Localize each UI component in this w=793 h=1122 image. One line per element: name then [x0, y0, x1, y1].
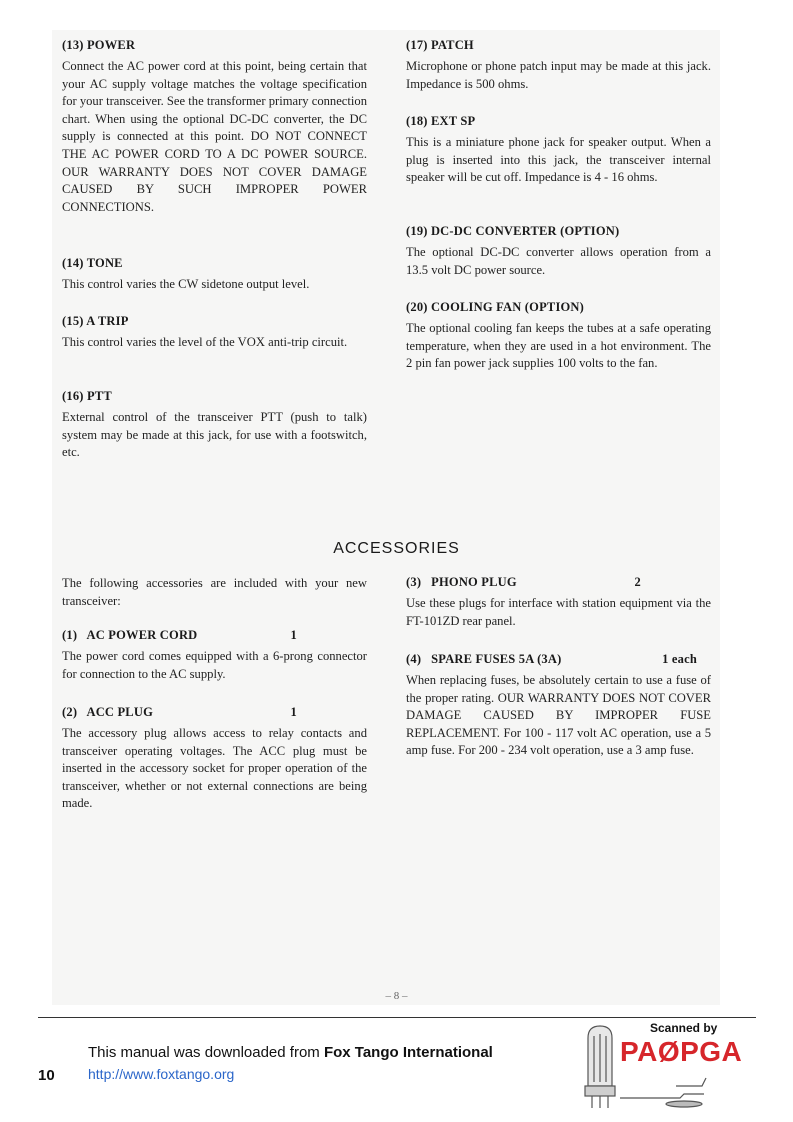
section-heading: (15) A TRIP [62, 314, 129, 328]
accessory-ac-power-cord [62, 628, 367, 683]
section-heading: (13) POWER [62, 38, 136, 52]
download-notice [88, 1044, 493, 1061]
section-14-tone [62, 256, 367, 294]
accessory-body: The accessory plug allows access to relay contacts and transceiver operating voltages. The ACC plug must be inserted in the accessory socket for proper operation of the transceiver, whether or not external connections are being made. [62, 726, 367, 811]
section-body: This is a miniature phone jack for speaker output. When a plug is inserted into this jack, the transceiver internal speaker will be cut off. Impedance is 4 - 16 ohms. [406, 135, 711, 185]
section-body: Microphone or phone patch input may be made at this jack. Impedance is 500 ohms. [406, 59, 711, 91]
accessory-name: (1) AC POWER CORD [62, 628, 198, 642]
section-body: Connect the AC power cord at this point, being certain that your AC supply voltage matches the voltage specification for your transceiver. See the transformer primary connection chart. When using the optional DC-DC converter, the DC supply is connected at this point. DO NOT CONNECT THE AC POWER CORD TO A DC POWER SOURCE. OUR WARRANTY DOES NOT COVER DAMAGE CAUSED BY SUCH IMPROPER POWER CONNECTIONS. [62, 59, 367, 214]
accessory-heading [62, 628, 367, 643]
section-heading: (16) PTT [62, 389, 112, 403]
accessory-body: The power cord comes equipped with a 6-prong connector for connection to the AC supply. [62, 649, 367, 681]
download-notice-brand: Fox Tango International [323, 1044, 493, 1061]
section-16-ptt [62, 389, 367, 462]
intro-text: The following accessories are included with your new transceiver: [62, 576, 367, 608]
accessory-qty: 2 [634, 575, 641, 589]
scanned-by-label: Scanned by [650, 1021, 718, 1035]
section-body: The optional cooling fan keeps the tubes at a safe operating temperature, when they are used in a hot environment. The 2 pin fan power jack supplies 100 volts to the fan. [406, 321, 711, 371]
accessory-body: Use these plugs for interface with station equipment via the FT-101ZD rear panel. [406, 596, 711, 628]
accessories-title: ACCESSORIES [333, 540, 460, 557]
section-body: The optional DC-DC converter allows operation from a 13.5 volt DC power source. [406, 245, 711, 277]
accessory-body: When replacing fuses, be absolutely certain to use a fuse of the proper rating. OUR WARRANTY DOES NOT COVER DAMAGE CAUSED BY IMPROPER FUSE REPLACEMENT. For 100 - 117 volt AC operation, use a 5 amp fuse. For 200 - 234 volt operation, use a 3 amp fuse. [406, 673, 711, 758]
section-20-cooling-fan [406, 300, 711, 373]
accessory-qty: 1 [290, 705, 297, 719]
accessory-heading [62, 705, 367, 720]
page-number: – 8 – [385, 990, 408, 1002]
section-heading: (19) DC-DC CONVERTER (OPTION) [406, 224, 620, 238]
section-heading: (18) EXT SP [406, 114, 476, 128]
section-19-dc-dc-converter [406, 224, 711, 279]
pdf-page-number: 10 [38, 1067, 55, 1084]
section-body: This control varies the CW sidetone output level. [62, 277, 310, 291]
section-heading: (14) TONE [62, 256, 123, 270]
accessory-name: (4) SPARE FUSES 5A (3A) [406, 652, 562, 666]
section-heading: (20) COOLING FAN (OPTION) [406, 300, 585, 314]
section-17-patch [406, 38, 711, 93]
accessory-spare-fuses [406, 652, 711, 760]
accessory-name: (2) ACC PLUG [62, 705, 153, 719]
accessory-qty: 1 [290, 628, 297, 642]
section-heading: (17) PATCH [406, 38, 474, 52]
accessory-heading [406, 652, 711, 667]
accessory-acc-plug [62, 705, 367, 813]
accessories-intro [62, 575, 367, 610]
foxtango-link[interactable]: http://www.foxtango.org [88, 1066, 235, 1082]
section-18-ext-sp [406, 114, 711, 187]
scanner-logo: PAØPGA [620, 1036, 743, 1067]
accessory-name: (3) PHONO PLUG [406, 575, 517, 589]
section-body: External control of the transceiver PTT (push to talk) system may be made at this jack, for use with a footswitch, etc. [62, 410, 367, 460]
download-notice-prefix: This manual was downloaded from [88, 1044, 324, 1061]
section-13-power [62, 38, 367, 216]
accessory-qty: 1 each [662, 652, 697, 666]
section-body: This control varies the level of the VOX anti-trip circuit. [62, 335, 348, 349]
accessory-heading [406, 575, 711, 590]
accessory-phono-plug [406, 575, 711, 630]
section-15-a-trip [62, 314, 367, 352]
